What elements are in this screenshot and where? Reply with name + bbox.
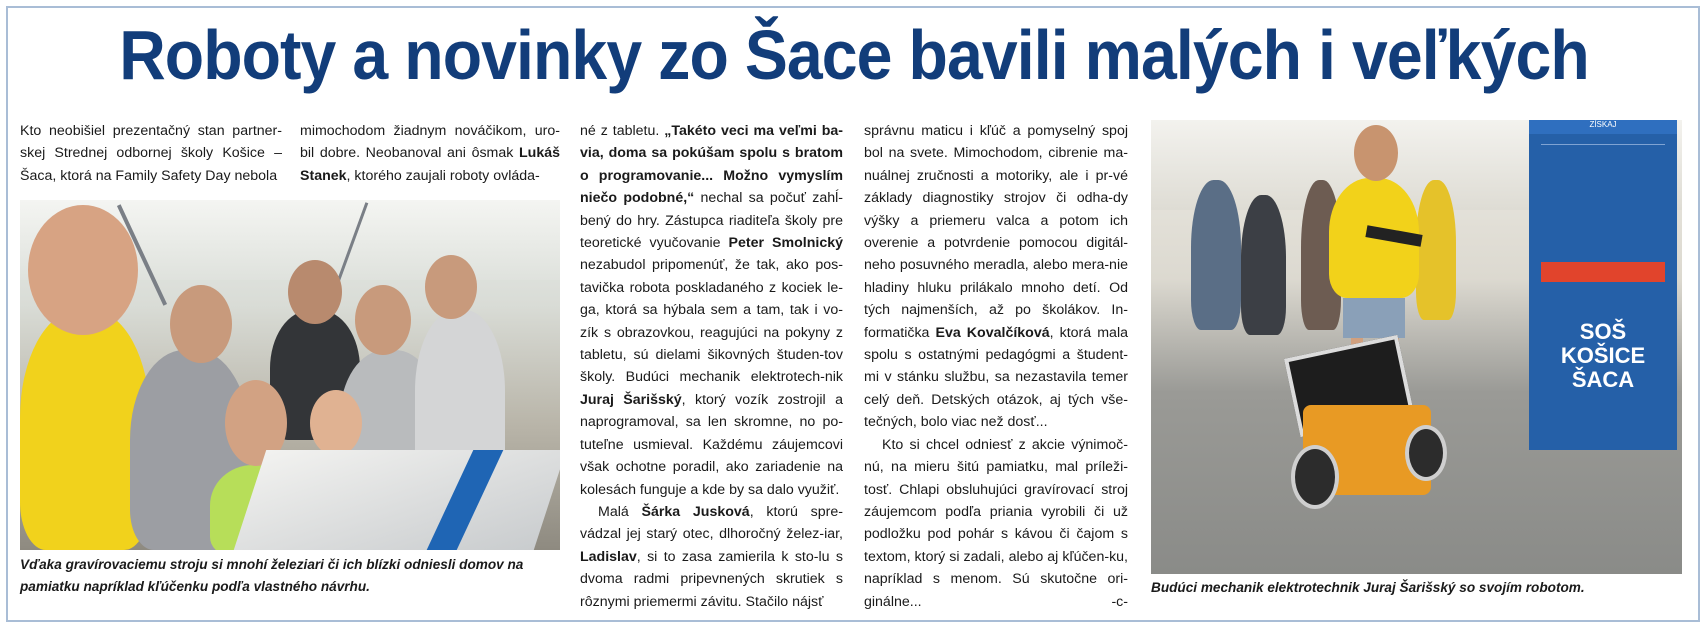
paragraph	[864, 120, 1128, 434]
bold-name: Lukáš Stanek	[300, 145, 560, 184]
paragraph	[864, 434, 1128, 613]
person-head	[28, 205, 138, 335]
logo-line: KOŠICE	[1560, 343, 1646, 368]
bold-name: Eva Kovalčíková	[935, 324, 1050, 341]
person-head	[288, 260, 342, 324]
robot-wheel	[1405, 425, 1447, 481]
bold-name: Juraj Šarišský	[580, 391, 682, 408]
student-head	[1354, 125, 1398, 181]
text-run: , ktorého zaujali roboty ovláda-	[346, 167, 540, 184]
student-shorts	[1343, 298, 1405, 338]
text-run: mimochodom žiadnym nováčikom, uro-bil dobre. Neobanoval ani ôsmak	[300, 123, 560, 162]
photo-engraving-machine	[20, 200, 560, 550]
text-run: nezabudol pripomenúť, že tak, ako pos-tavička robota poskladaného z kociek le-ga, ktorá sa hýbala sem a tam, tak i vo-zík s obrazovkou, reagujúci na pokyny z tabletu, sú dielami šikovných študen-tov školy. Budúci mechanik elektrotech-nik	[580, 257, 843, 386]
text-run: Malá	[598, 503, 642, 520]
engraving-machine	[234, 450, 560, 550]
banner-text-area	[1541, 144, 1665, 255]
background-person	[1241, 195, 1286, 335]
bold-name: Šárka Jusková	[641, 503, 750, 520]
photo-student-robot	[1151, 120, 1682, 574]
banner-red-strip	[1541, 262, 1665, 282]
child-head	[310, 390, 362, 456]
paragraph	[580, 120, 843, 501]
photo-caption: Budúci mechanik elektrotechnik Juraj Šarišský so svojím robotom.	[1151, 580, 1585, 595]
paragraph: Kto neobišiel prezentačný stan partner-skej Strednej odbornej školy Košice – Šaca, ktorá na Family Safety Day nebola	[20, 123, 282, 184]
background-person	[1416, 180, 1456, 320]
text-run: , ktorú spre-vádzal jej starý otec, dlhoročný želez-iar,	[580, 503, 843, 543]
author-signature: -c-	[1111, 593, 1128, 610]
text-run: nechal sa počuť zahĺ-bený do hry. Zástupca riaditeľa školy pre teoretické vyučovanie	[580, 190, 843, 252]
photo-caption: Vďaka gravírovaciemu stroju si mnohí železiari či ich blízki odniesli domov na pamiatku napríklad kľúčenku podľa vlastného návrhu.	[20, 557, 524, 594]
headline: Roboty a novinky zo Šace bavili malých i veľkých	[119, 16, 1589, 94]
logo-line: ŠACA	[1571, 367, 1635, 392]
article-column-1	[20, 120, 282, 187]
person-head	[355, 285, 411, 355]
article-column-3	[580, 120, 843, 613]
text-run: Kto si chcel odniesť z akcie výnimoč-nú, na mieru šitú pamiatku, mal príleži-tosť. Chlapi obsluhujúci gravírovací stroj záujemcom podľa priania vyrobili či už podložku pod pohár s kávou či čajom s textom, ktorý si zadali, alebo aj kľúčen-ku, napríklad s menom. Sú skutočne ori-ginálne...	[864, 436, 1128, 610]
text-run: , ktorá mala spolu s ostatnými pedagógmi a študent-mi v stánku službu, sa nezastavila temer celý deň. Detských otázok, aj tých vše-tečných, bolo viac než dosť...	[864, 324, 1128, 431]
article-column-4	[864, 120, 1128, 613]
person-head	[170, 285, 232, 363]
text-run: správnu maticu i kľúč a pomyselný spoj bol na svete. Mimochodom, cibrenie ma-nuálnej zručnosti a motoriky, ale i pr-vé základy diagnostiky strojov či odha-dy výšky a priemeru valca a potom ich overenie a potvrdenie pomocou digitál-neho posuvného meradla, alebo mera-nie hladiny hluku prilákalo mnoho detí. Od tých najmenších, až po školákov. In-formatička	[864, 123, 1128, 341]
quote: „Takéto veci ma veľmi ba-via, doma sa pokúšam spolu s bratom o programovanie... Možno vymyslím niečo podobné,“	[580, 123, 843, 207]
banner-heading: ZÍSKAJ	[1529, 120, 1677, 134]
article-column-2	[300, 120, 560, 187]
school-logo	[1547, 320, 1659, 390]
bold-name: Peter Smolnický	[728, 235, 844, 252]
bold-name: Ladislav	[580, 548, 637, 565]
school-banner	[1529, 120, 1677, 450]
text-run: , si to zasa zamierila k sto-lu s dvoma radmi pripevnených skrutiek s rôznymi priemermi závitu. Stačilo nájsť	[580, 548, 843, 610]
text-run: , ktorý vozík zostrojil a naprogramoval, sa len skromne, no po-tuteľne usmieval. Každému záujemcovi však ochotne poradil, ako zariadenie na kolesách funguje a kde by sa dalo využiť.	[580, 391, 843, 498]
person-head	[425, 255, 477, 319]
background-person	[1191, 180, 1241, 330]
paragraph	[580, 501, 843, 613]
robot-wheel	[1291, 445, 1339, 509]
text-run: né z tabletu.	[580, 123, 665, 139]
paragraph	[300, 120, 560, 187]
logo-line: SOŠ	[1579, 319, 1627, 344]
